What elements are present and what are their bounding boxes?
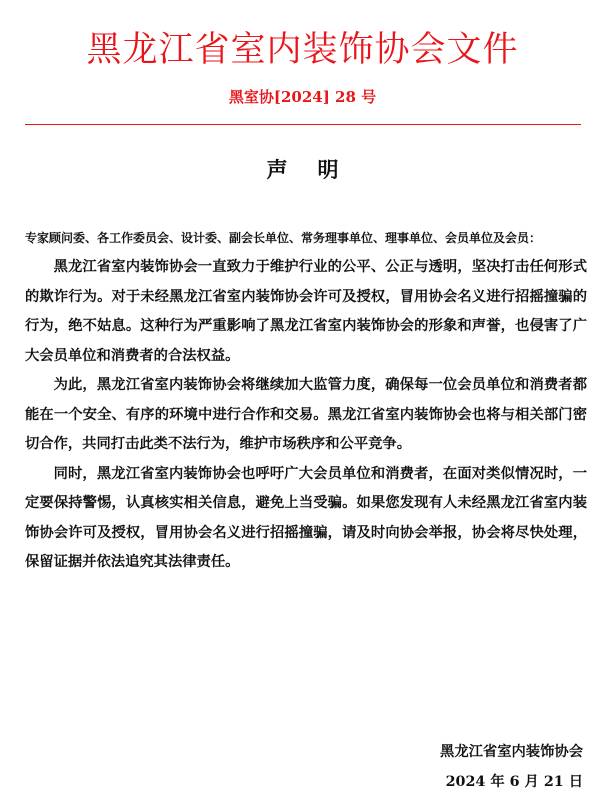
body-paragraph: 同时，黑龙江省室内装饰协会也呼吁广大会员单位和消费者，在面对类似情况时，一定要保持警惕，认真核实相关信息，避免上当受骗。如果您发现有人未经黑龙江省室内装饰协会许可及授权，冒用协会名义进行招摇撞骗，请及时向协会举报，协会将尽快处理，保留证据并依法追究其法律责任。 [25, 465, 587, 570]
document-number: 黑室协[2024] 28 号 [228, 88, 377, 106]
body-paragraph: 黑龙江省室内装饰协会一直致力于维护行业的公平、公正与透明，坚决打击任何形式的欺诈行为。对于未经黑龙江省室内装饰协会许可及授权，冒用协会名义进行招摇撞骗的行为，绝不姑息。这种行为严重影响了黑龙江省室内装饰协会的形象和声誉，也侵害了广大会员单位和消费者的合法权益。 [25, 259, 587, 364]
signature-date: 2024 年 6 月 21 日 [445, 774, 583, 790]
header-divider [25, 124, 581, 125]
statement-body [25, 253, 587, 578]
addressee-line: 专家顾问委、各工作委员会、设计委、副会长单位、常务理事单位、理事单位、会员单位及会员： [25, 231, 542, 245]
statement-title: 声明 [266, 157, 369, 182]
body-paragraph: 为此，黑龙江省室内装饰协会将继续加大监管力度，确保每一位会员单位和消费者都能在一个安全、有序的环境中进行合作和交易。黑龙江省室内装饰协会也将与相关部门密切合作，共同打击此类不法行为，维护市场秩序和公平竞争。 [25, 377, 587, 452]
signature-organization: 黑龙江省室内装饰协会 [440, 744, 583, 760]
signature-block [440, 737, 583, 797]
document-header-title: 黑龙江省室内装饰协会文件 [86, 30, 519, 70]
